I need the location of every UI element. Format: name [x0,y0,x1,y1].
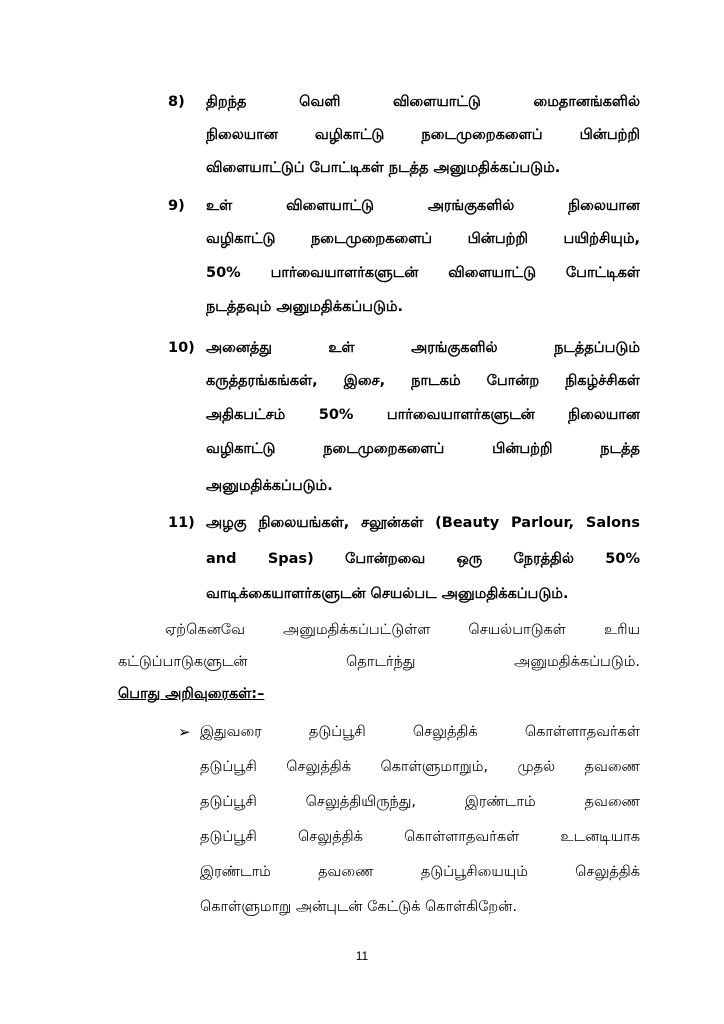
bullet-line: தடுப்பூசி செலுத்திக் கொள்ளாதவர்கள் உடனடியாக [200,829,640,845]
paragraph-line: ஏற்கெனவே அனுமதிக்கப்பட்டுள்ள செயல்பாடுகள் உரிய [165,622,640,638]
item-line: அனுமதிக்கப்படும். [206,478,333,494]
item-line: அழகு நிலையங்கள், சலூன்கள் (Beauty Parlour, Salons [206,515,640,531]
arrow-bullet-icon: ➢ [178,723,191,741]
item-line: வாடிக்கையாளர்களுடன் செயல்பட அனுமதிக்கப்படும். [206,586,569,602]
item-number: 8) [168,94,185,110]
item-line: வழிகாட்டு நடைமுறைகளைப் பின்பற்றி பயிற்சியும், [206,231,640,247]
item-line: வழிகாட்டு நடைமுறைகளைப் பின்பற்றி நடத்த [206,441,640,457]
item-line: அனைத்து உள் அரங்குகளில் நடத்தப்படும் [206,340,640,356]
item-number: 9) [168,198,185,214]
paragraph-line: கட்டுப்பாடுகளுடன் தொடர்ந்து அனுமதிக்கப்படும். [118,654,640,670]
item-line: திறந்த வெளி விளையாட்டு மைதானங்களில் [206,94,640,110]
bullet-line: தடுப்பூசி செலுத்தியிருந்து, இரண்டாம் தவணை [200,794,640,810]
item-line: விளையாட்டுப் போட்டிகள் நடத்த அனுமதிக்கப்படும். [206,160,561,176]
bullet-line: கொள்ளுமாறு அன்புடன் கேட்டுக் கொள்கிறேன். [200,899,517,915]
bullet-line: தடுப்பூசி செலுத்திக் கொள்ளுமாறும், முதல் தவணை [200,759,640,775]
item-number: 11) [168,515,195,531]
item-number: 10) [168,340,195,356]
item-line: நிலையான வழிகாட்டு நடைமுறைகளைப் பின்பற்றி [206,127,640,143]
section-heading: பொது அறிவுரைகள்:– [118,686,265,702]
bullet-line: இரண்டாம் தவணை தடுப்பூசியையும் செலுத்திக் [200,864,640,880]
item-line: 50% பார்வையாளர்களுடன் விளையாட்டு போட்டிகள் [206,265,640,281]
bullet-line: இதுவரை தடுப்பூசி செலுத்திக் கொள்ளாதவர்கள் [200,724,640,740]
item-line: உள் விளையாட்டு அரங்குகளில் நிலையான [206,198,640,214]
item-line: அதிகபட்சம் 50% பார்வையாளர்களுடன் நிலையான [206,407,640,423]
item-line: நடத்தவும் அனுமதிக்கப்படும். [206,299,404,315]
item-line: கருத்தரங்கங்கள், இசை, நாடகம் போன்ற நிகழ்ச்சிகள் [206,373,640,389]
item-line: and Spas) போன்றவை ஒரு நேரத்தில் 50% [206,551,640,567]
page-number: 11 [355,949,369,963]
